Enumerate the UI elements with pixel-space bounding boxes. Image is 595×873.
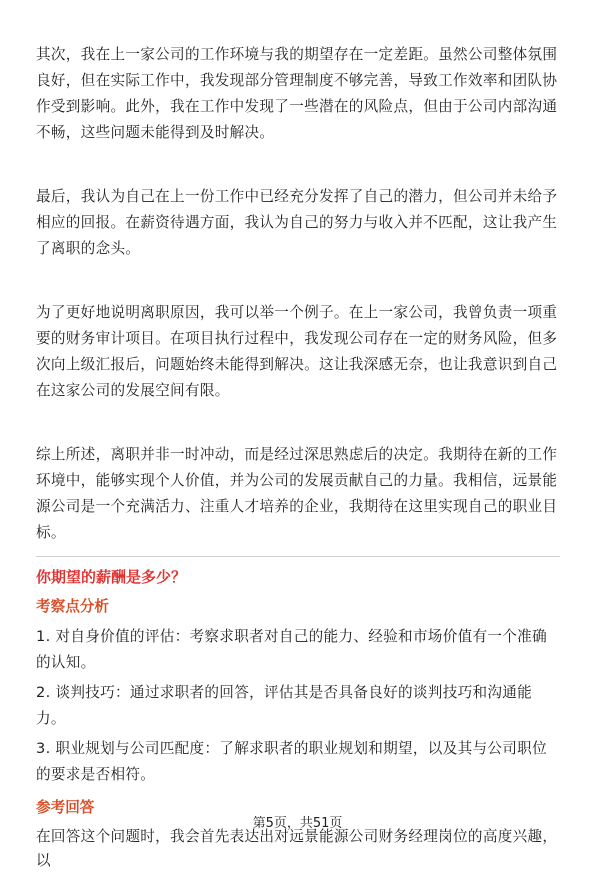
body-paragraph: 最后，我认为自己在上一份工作中已经充分发挥了自己的潜力，但公司并未给予相应的回报。在薪资待遇方面，我认为自己的努力与收入并不匹配，这让我产生了离职的念头。 [36, 188, 558, 257]
analysis-item: 1. 对自身价值的评估：考察求职者对自己的能力、经验和市场价值有一个准确的认知。 [36, 628, 547, 671]
body-paragraph: 其次，我在上一家公司的工作环境与我的期望存在一定差距。虽然公司整体氛围良好，但在实际工作中，我发现部分管理制度不够完善，导致工作效率和团队协作受到影响。此外，我在工作中发现了一些潜在的风险点，但由于公司内部沟通不畅，这些问题未能得到及时解决。 [36, 46, 558, 141]
body-paragraph: 为了更好地说明离职原因，我可以举一个例子。在上一家公司，我曾负责一项重要的财务审计项目。在项目执行过程中，我发现公司存在一定的财务风险，但多次向上级汇报后，问题始终未能得到解决。这让我深感无奈，也让我意识到自己在这家公司的发展空间有限。 [36, 304, 558, 399]
answer-heading: 参考回答 [36, 799, 95, 816]
analysis-heading: 考察点分析 [36, 598, 109, 615]
analysis-item: 2. 谈判技巧：通过求职者的回答，评估其是否具备良好的谈判技巧和沟通能力。 [36, 684, 533, 727]
body-paragraph: 综上所述，离职并非一时冲动，而是经过深思熟虑后的决定。我期待在新的工作环境中，能够实现个人价值，并为公司的发展贡献自己的力量。我相信，远景能源公司是一个充满活力、注重人才培养的企业，我期待在这里实现自己的职业目标。 [36, 446, 558, 541]
page-footer: 第5页，共51页 [252, 816, 343, 831]
interview-question: 你期望的薪酬是多少？ [36, 568, 187, 586]
section-divider [36, 556, 560, 557]
answer-text: 在回答这个问题时，我会首先表达出对远景能源公司财务经理岗位的高度兴趣，以 [36, 828, 558, 869]
document-page [36, 42, 560, 873]
analysis-item: 3. 职业规划与公司匹配度：了解求职者的职业规划和期望，以及其与公司职位的要求是否相符。 [36, 740, 547, 783]
